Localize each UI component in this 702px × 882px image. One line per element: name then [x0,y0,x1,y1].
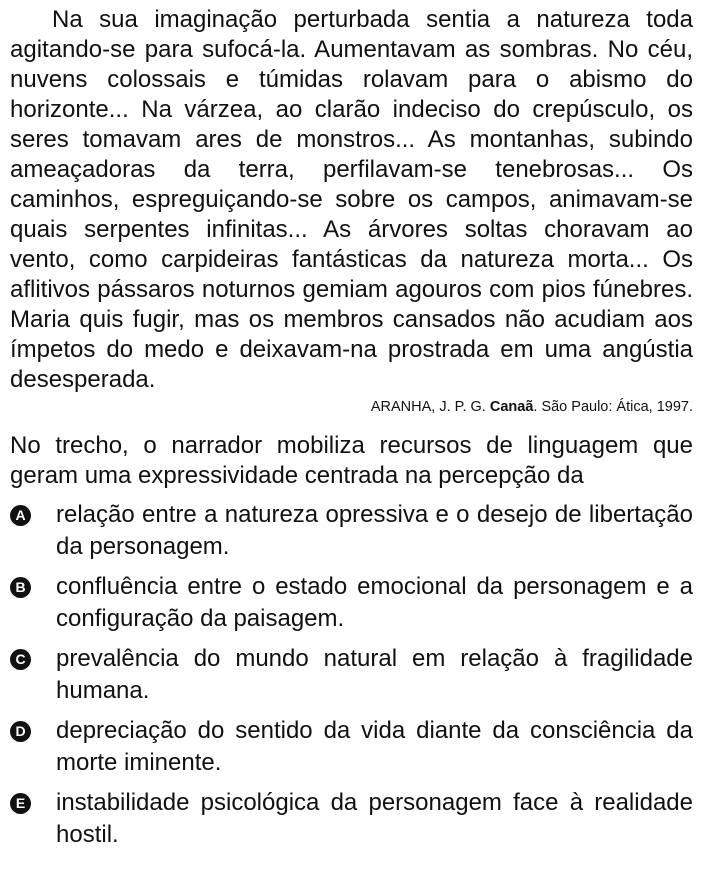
question-stem: No trecho, o narrador mobiliza recursos de linguagem que geram uma expressividade centrada na percepção da [10,432,693,489]
option-c[interactable] [10,643,693,707]
option-c-text: prevalência do mundo natural em relação à fragilidade humana. [56,645,693,704]
passage-text: Na sua imaginação perturbada sentia a natureza toda agitando-se para sufocá-la. Aumentavam as sombras. No céu, nuvens colossais e túmidas rolavam para o abismo do horizonte... Na várzea, ao clarão indeciso do crepúsculo, os seres tomavam ares de monstros... As montanhas, subindo ameaçadoras da terra, perfilavam-se tenebrosas... Os caminhos, espreguiçando-se sobre os campos, animavam-se quais serpentes infinitas... As árvores soltas choravam ao vento, como carpideiras fantásticas da natureza morta... Os aflitivos pássaros noturnos gemiam agouros com pios fúnebres. Maria quis fugir, mas os membros cansados não acudiam aos ímpetos do medo e deixavam-na prostrada em uma angústia desesperada. [10,6,693,393]
option-d-letter: D [10,721,31,742]
option-b-text: confluência entre o estado emocional da personagem e a configuração da paisagem. [56,573,693,632]
option-b[interactable] [10,571,693,635]
option-b-letter: B [10,577,31,598]
option-d-text: depreciação do sentido da vida diante da consciência da morte iminente. [56,717,693,776]
option-c-letter: C [10,649,31,670]
citation-author: ARANHA, J. P. G. [370,399,490,415]
option-a-letter: A [10,505,31,526]
option-a[interactable] [10,499,693,563]
option-e-letter: E [10,793,31,814]
answer-options [10,499,693,851]
option-e-text: instabilidade psicológica da personagem face à realidade hostil. [56,789,693,848]
citation [10,397,693,417]
option-a-text: relação entre a natureza opressiva e o desejo de libertação da personagem. [56,501,693,560]
option-e[interactable] [10,787,693,851]
citation-title: Canaã [489,399,534,415]
exam-question [10,5,693,859]
option-d[interactable] [10,715,693,779]
citation-rest: . São Paulo: Ática, 1997. [533,399,693,415]
